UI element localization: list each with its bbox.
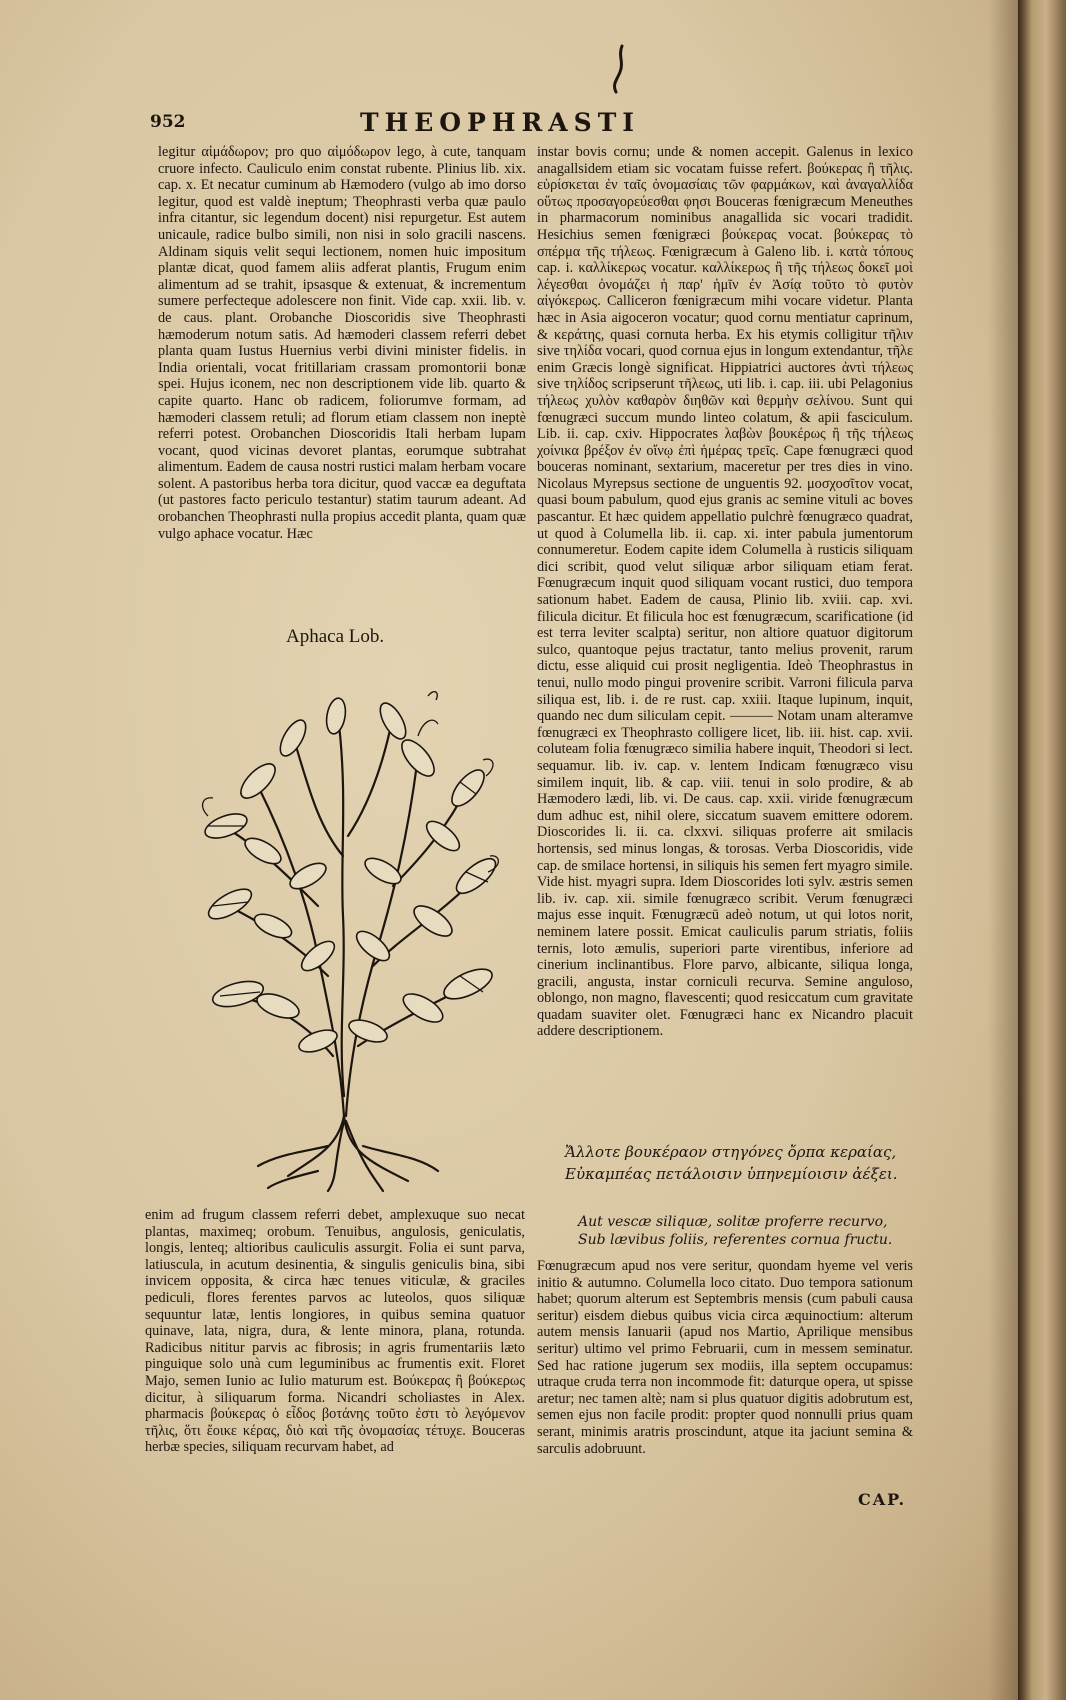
right-main-paragraph: instar bovis cornu; unde & nomen accepit. Galenus in lexico anagallsidem etiam sic vocatam fuisse refert. βούκερας ἢ τῆλις. εὑρίσκεται ἐν ταῖς ὀνομασίαις τῶν φαρμάκων, καὶ ἀναγαλλίδα οὕτως προσαγορεύεσθαι φησι Bouceras fœnigræcum Meneuthes in pharmacorum nominibus anagallida sic vocari tradidit. Hesichius semen fœnigræci βούκερας vocat. βούκερας τὸ σπέρμα τῆς τήλεως. Fœnigræcum à Galeno lib. i. κατὰ τόπους cap. i. καλλίκερως vocatur. καλλίκερως ἢ τῆς τήλεως δοκεῖ μοὶ λέγεσθαι ὀνομάζει ἡ παρ' ἡμῖν ἐν Ἀσίᾳ τοῦτο τὸ φυτὸν αἰγόκερως. Calliceron fœnigræcum mihi vocare videtur. Planta hæc in Asia aigoceron vocatur; quod cornu mentiatur caprinum, & κεράτης, quasi cornuta herba. Ex his etymis colligitur τῆλιν sive τηλίδα vocari, quod cornua ejus in longum extendantur, τῆλε enim Græcis longè significat. Hippiatrici auctores ἀντὶ τήλεως sive τηλίδος scripserunt τῆλεως, uti lib. i. cap. iii. ubi Pelagonius τήλεως χυλὸν καθαρὸν διηθῶν καὶ θερμὴν σελίνου. Sunt qui fœnugræci succum mundo linteo colatum, & apii fasciculum. Lib. ii. cap. cxiv. Hippocrates λαβὼν βουκέρως ἢ τῆς τήλεως χοίνικα βρέξον ἐν οἴνῳ ἐπὶ ἡμέρας τρεῖς. Cape fœnugræci quod bouceras nominant, sextarium, maceretur per tres dies in vino. Nicolaus Myrepsus sectione de unguentis 92. μοσχοσῖτον vocat, quasi boum pabulum, quod ejus granis ac semine vituli ac boves pascantur. Et hæc quidem appellatio pulchrè fœnugræco quadrat, ut quod à Columella lib. ii. cap. xi. inter pabula jumentorum connumeretur. Eodem capite idem Columella à rusticis siliquam dici scribit, quod velut siliquæ arbor siliquam etiam ferat. Fœnugræcum inquit quod siliquam vocant rustici, duo tempora sationum habet. Eadem de causa, Plinio lib. xviii. cap. xvi. filicula dicitur. Et filicula hoc est fœnugræcum, scarificatione (id est terra leviter scalpta) seritur, non altiore quatuor digitorum sulco, quantoque pejus tractatur, tanto melius provenit, rarum dictu, esse aliquid cui prosit negligentia. Ideò Theophrastus in tenui, nullo modo pingui provenire scribit. Varroni filicula parva siliqua est, lib. i. de re rust. cap. xxiii. Itaque lupinum, inquit, quando nec dum siliculam cepit. ——— Notam unam alteramve fœnugræci ex Theophrasto colligere licet, lib. iii. hist. cap. xvii. coluteam folia fœnugræco similia habere inquit, Theodori si lect. sequamur. lib. iv. cap. v. lentem Indicam fœnugræco visu similem inquit, lib. & cap. viii. tenui in solo prodire, & ab Hæmodero lædi, lib. vi. De caus. cap. xxii. viride fœnugræcum dum adhuc est, nihil olere, siccatum suavem emittere odorem. Dioscorides li. ii. ca. clxxvi. siliquas proferre ait smilacis hortensis, sed minus longas, & torosas. Verba Dioscoridis, vide cap. de smilace hortensi, in siliquis his semen fert myagro simile. Vide hist. myagri supra. Idem Dioscorides loti sylv. æstris semen lib. iv. cap. xii. simile fœnugræco scribit. Verum fœnugræci majus esse inquit. Fœnugræcū adeò notum, ut qui lotos norit, neminem latere possit. Emicat cauliculis parum striatis, foliis ternis, loto æmulis, superiori parte virentibus, inferiore ad cinerium inclinantibus. Flore parvo, albicante, siliqua longa, gracili, angusta, instar corniculi recurva. Semine angulosο, oblongo, non magno, flavescenti; quod resiccatum cum gravitate quadam suaviter olet. Fœnugræci hanc ex Nicandro placuit addere descriptionem. bbox=[537, 144, 913, 1040]
greek-verse bbox=[565, 1141, 905, 1185]
latin-verse bbox=[578, 1213, 908, 1249]
greek-verse-line-2: Εὐκαμπέας πετάλοισιν ὑπηνεμίοισιν ἀέξει. bbox=[565, 1165, 898, 1183]
figure-caption: Aphaca Lob. bbox=[286, 626, 385, 647]
page-number: 952 bbox=[150, 112, 186, 132]
ink-mark-icon bbox=[600, 42, 640, 102]
left-column-bottom-text bbox=[145, 1207, 525, 1456]
gutter-shadow bbox=[988, 0, 1018, 1700]
left-bottom-paragraph: enim ad frugum classem referri debet, amplexuque suo necat plantas, maximeq; orobum. Tenuibus, angulosis, geniculatis, longis, lenteq; altioribus cauliculis assurgit. Folia ei sunt parva, latiuscula, in acutum desinentia, & singulis geniculis bina, sibi invicem opposita, & circa hæc tenues viticulæ, & graciles pediculi, flores ferentes parvos ac luteolos, quos siliquæ sequuntur latæ, lentis longiores, in quibus semina quatuor quinave, lata, nigra, dura, & lente minora, plana, rotunda. Radicibus nititur parvis ac fibrosis; in agris frumentariis læto pinguique solo unà cum leguminibus ac frumentis exit. Floret Majo, semen Iunio ac Iulio maturum est. Βούκερας ἢ βούκερως dicitur, à siliquarum forma. Nicandri scholiastes in Alex. pharmacis βούκερας ὁ εἶδος βοτάνης τοῦτο ἐστι τὸ λεγόμενον τῆλις, ὅτι ἔοικε κέρας, διὸ καὶ τῆς ὀνομασίας τέτυχε. Bouceras herbæ species, siliquam recurvam habet, ad bbox=[145, 1207, 525, 1456]
aphaca-woodcut-illustration bbox=[168, 676, 520, 1196]
left-top-paragraph: legitur αἱμάδωρον; pro quo αἱμόδωρον lego, à cute, tanquam cruore infecto. Cauliculo enim constat rubente. Plinius lib. xix. cap. x. Et necatur cuminum ab Hæmodero (vulgo ab imo dorso legitur, quod est valdè ineptum; Theophrasti verba quæ paulo infra citantur, sic legendum docent) nisi repurgetur. Est autem unicaule, radice bulbo simili, non nisi in solo gracili nascens. Aldinam siquis velit sequi lectionem, nomen huic impositum plantæ dicat, quod famem aliis adferat plantis, Frugum enim alimentum ad se trahit, ipsasque & extenuat, & incrementum sumere perfecteque adolescere non finit. Vide cap. xxii. lib. v. de caus. plant. Orobanche Dioscoridis sive Theophrasti hæmoderum notum satis. Ad hæmoderi classem referri debet planta quam Iustus Huernius verbi divini minister fidelis. in India orientali, vocat fritillariam crassam promontorii bonæ spei. Hujus iconem, nec non descriptionem vide lib. quarto & capite quarto. Hanc ob radicem, foliorumve formam, ad hæmoderi classem retuli; ad florum etiam classem non ineptè referri potest. Orobanchen Dioscoridis Itali herbam lupam vocant, quod vicinas devoret plantas, eorumque subtrahat alimentum. Eadem de causa nostri rustici malam herbam vocare solent. A pastoribus herba tora dicitur, quod vaccæ ea deguftata (ut pastores facto periculo testantur) statim taurum adeant. Ad orobanchen Theophrasti nulla propius accedit planta, quam quæ vulgo aphace vocatur. Hæc bbox=[158, 144, 526, 542]
right-column-main-text bbox=[537, 144, 913, 1040]
latin-verse-line-2: Sub lævibus foliis, referentes cornua fructu. bbox=[578, 1232, 893, 1248]
running-head: THEOPHRASTI bbox=[360, 108, 641, 137]
left-column-top-text bbox=[158, 144, 526, 542]
right-column-bottom-text bbox=[537, 1258, 913, 1457]
catchword: CAP. bbox=[858, 1490, 907, 1509]
greek-verse-line-1: Ἄλλοτε βουκέραον στηγόνες ὄρπα κεραίας, bbox=[565, 1143, 897, 1161]
latin-verse-line-1: Aut vescæ siliquæ, solitæ proferre recurvo, bbox=[578, 1214, 888, 1230]
right-bottom-paragraph: Fœnugræcum apud nos vere seritur, quondam hyeme vel veris initio & autumno. Columella loco citato. Duo tempora sationum habet; quorum alterum est Septembris mensis (cum pabuli causa seritur) eisdem diebus quibus vicia circa æquinoctium: alterum autem mensis Ianuarii (apud nos Martio, Aprilique mensibus seritur) ultimo vel primo Februarii, cum in messem seminatur. Sed hac ratione jugerum sex modiis, illa septem occupamus: utraque cruda terra non incommode fit: daturque opera, ut spisse aretur; nec tamen altè; nam si plus quatuor digitis adobrutum est, semen ejus non facile prodit: propter quod nonnulli prius quam serant, minimis aratris proscindunt, atque ita jaciunt semina & sarculis adobruunt. bbox=[537, 1258, 913, 1457]
